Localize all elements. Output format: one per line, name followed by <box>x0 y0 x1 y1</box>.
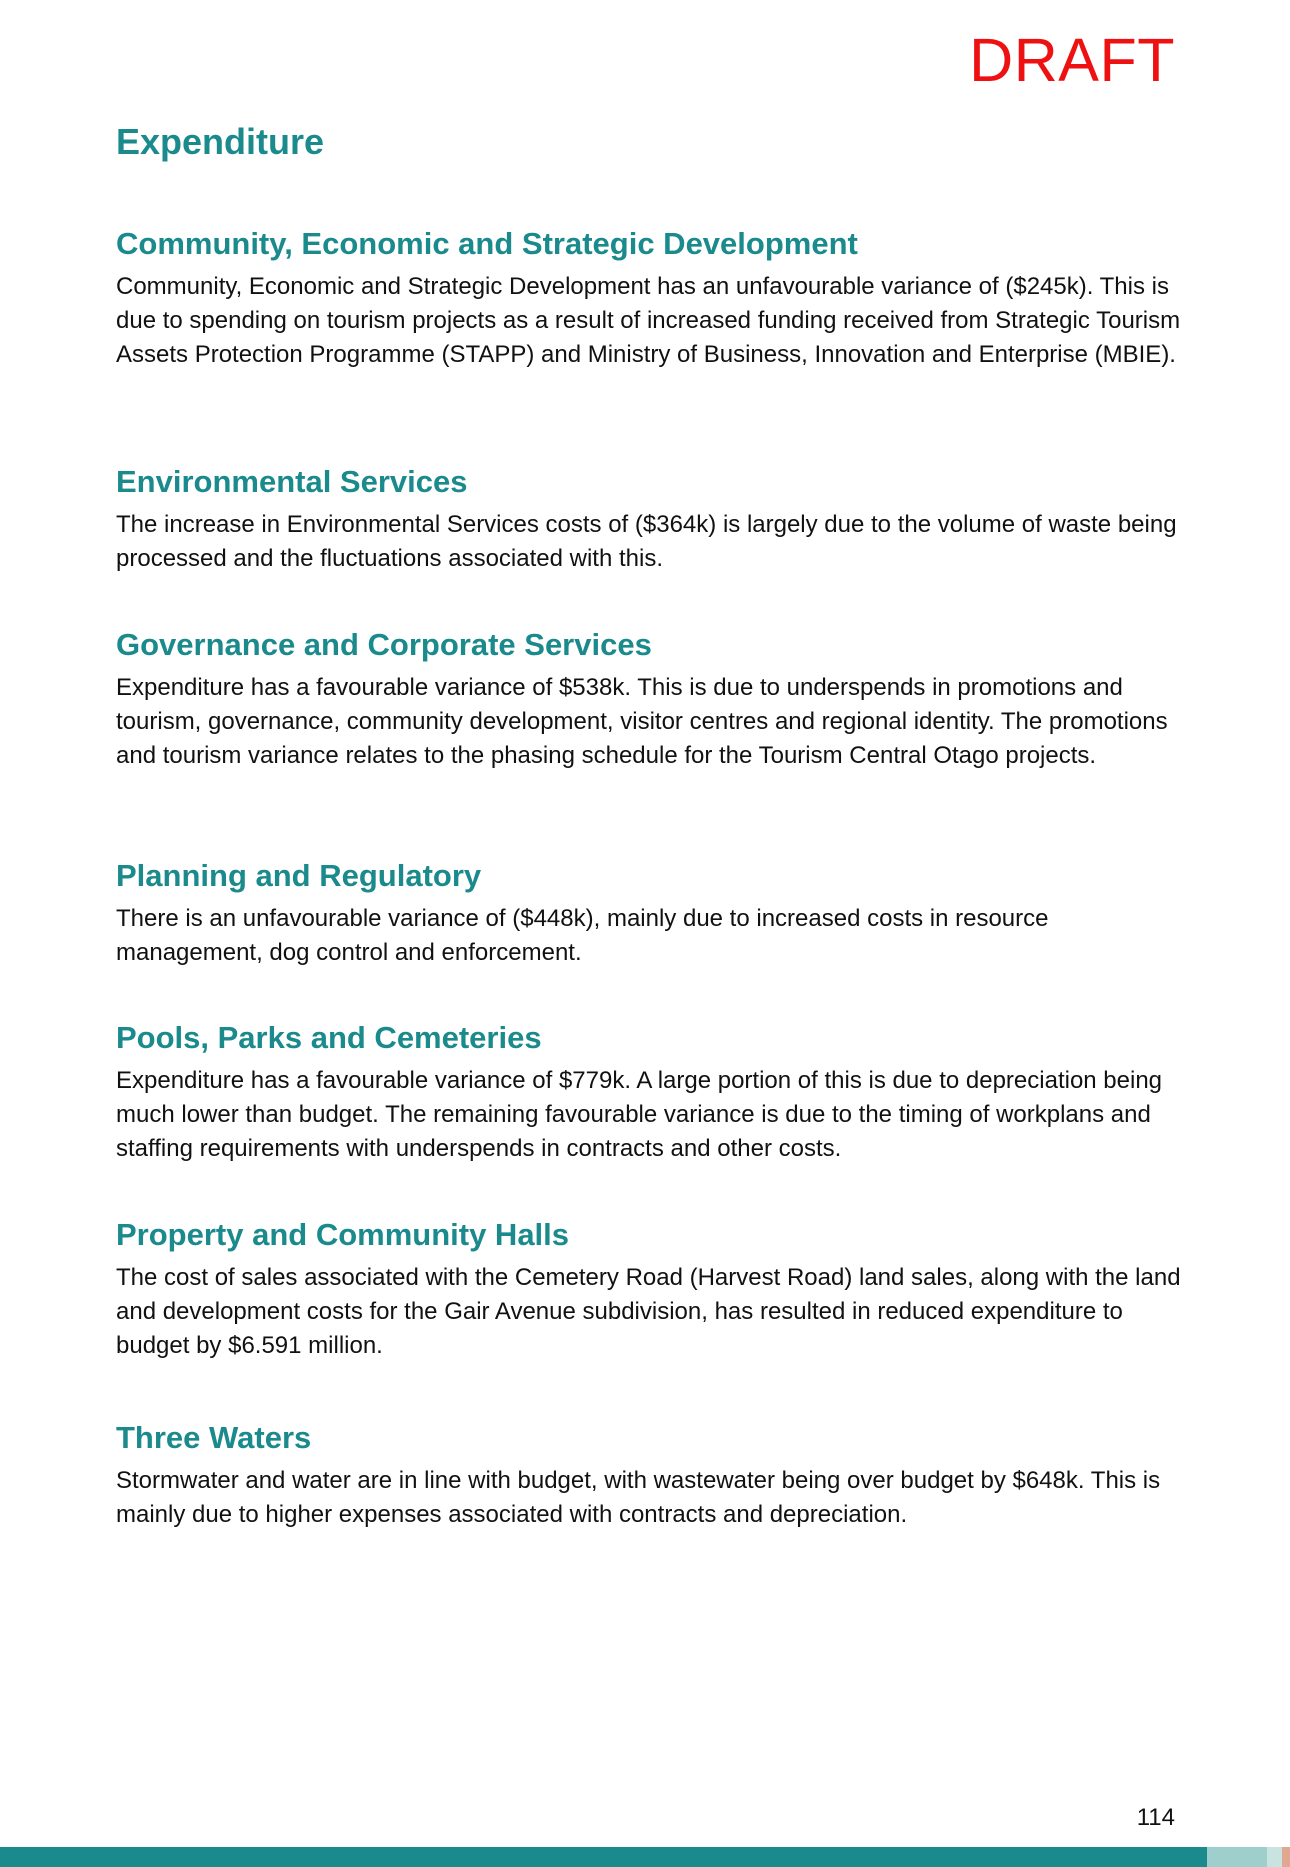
section-heading: Community, Economic and Strategic Development <box>116 226 858 261</box>
page-title: Expenditure <box>116 121 325 162</box>
section-governance-corporate <box>116 626 1186 773</box>
section-planning-regulatory <box>116 857 1186 970</box>
section-community-economic-strategic <box>116 225 1186 372</box>
section-heading: Three Waters <box>116 1420 312 1455</box>
section-body: Expenditure has a favourable variance of $538k. This is due to underspends in promotions and tourism, governance, community development, visitor centres and regional identity. The promotions and tourism variance relates to the phasing schedule for the Tourism Central Otago projects. <box>116 674 1168 770</box>
section-heading: Pools, Parks and Cemeteries <box>116 1020 542 1055</box>
page-number: 114 <box>1136 1804 1175 1831</box>
section-heading: Governance and Corporate Services <box>116 627 652 662</box>
section-body: Community, Economic and Strategic Development has an unfavourable variance of ($245k). This is due to spending on tourism projects as a result of increased funding received from Strategic Tourism Assets Protection Programme (STAPP) and Ministry of Business, Innovation and Enterprise (MBIE). <box>116 273 1181 369</box>
section-body: Stormwater and water are in line with budget, with wastewater being over budget by $648k. This is mainly due to higher expenses associated with contracts and depreciation. <box>116 1467 1161 1529</box>
section-three-waters <box>116 1419 1186 1532</box>
section-property-community-halls <box>116 1216 1186 1363</box>
section-pools-parks-cemeteries <box>116 1019 1186 1166</box>
footer-bar-accent-segment <box>1282 1847 1290 1867</box>
section-body: There is an unfavourable variance of ($448k), mainly due to increased costs in resource management, dog control and enforcement. <box>116 905 1049 967</box>
footer-color-bar <box>0 1847 1290 1867</box>
section-heading: Environmental Services <box>116 464 468 499</box>
section-heading: Planning and Regulatory <box>116 858 482 893</box>
draft-watermark: DRAFT <box>969 26 1175 94</box>
section-environmental-services <box>116 463 1186 576</box>
footer-bar-light-segment <box>1207 1847 1267 1867</box>
section-body: The increase in Environmental Services costs of ($364k) is largely due to the volume of waste being processed and the fluctuations associated with this. <box>116 511 1177 573</box>
section-body: Expenditure has a favourable variance of $779k. A large portion of this is due to depreciation being much lower than budget. The remaining favourable variance is due to the timing of workplans and staffing requirements with underspends in contracts and other costs. <box>116 1067 1163 1163</box>
footer-bar-pale-segment <box>1267 1847 1282 1867</box>
footer-bar-main-segment <box>0 1847 1207 1867</box>
section-body: The cost of sales associated with the Cemetery Road (Harvest Road) land sales, along with the land and development costs for the Gair Avenue subdivision, has resulted in reduced expenditure to budget by $6.591 million. <box>116 1264 1181 1360</box>
section-heading: Property and Community Halls <box>116 1217 570 1252</box>
